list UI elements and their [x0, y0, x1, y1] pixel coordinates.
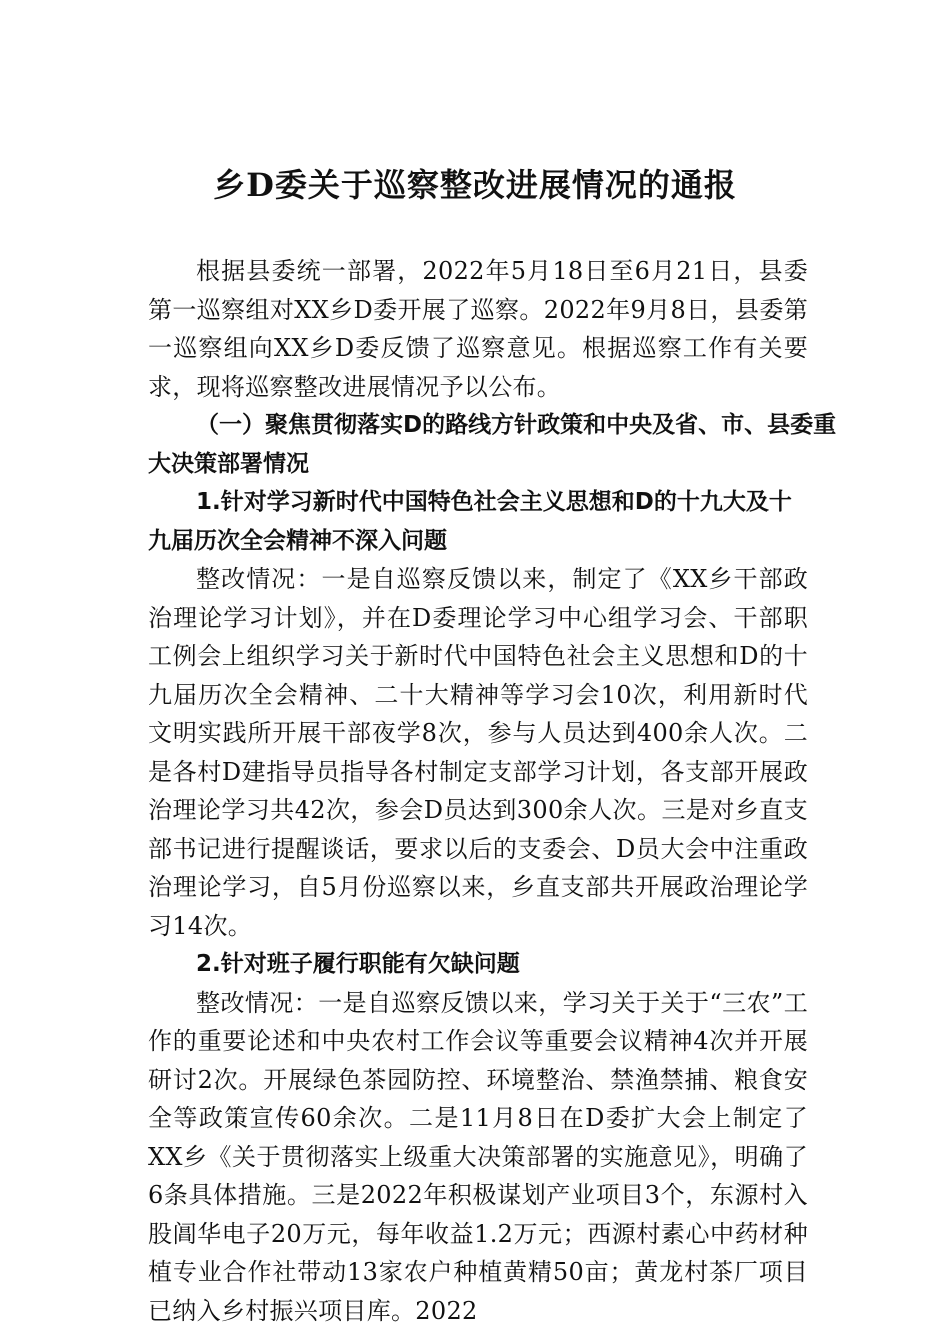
intro-paragraph: 根据县委统一部署，2022年5月18日至6月21日，县委第一巡察组对XX乡D委开展了巡察。2022年9月8日，县委第一巡察组向XX乡D委反馈了巡察意见。根据巡察工作有关要求，现将巡察整改进展情况予以公布。 [148, 257, 808, 401]
document-title: 乡D委关于巡察整改进展情况的通报 [213, 166, 737, 204]
item-heading-2: 2.针对班子履行职能有欠缺问题 [196, 951, 520, 977]
item-heading-1: 1.针对学习新时代中国特色社会主义思想和D的十九大及十九届历次全会精神不深入问题 [148, 489, 792, 554]
item-body-2: 整改情况：一是自巡察反馈以来，学习关于关于“三农”工作的重要论述和中央农村工作会议等重要会议精神4次并开展研讨2次。开展绿色茶园防控、环境整治、禁渔禁捕、粮食安全等政策宣传60余次。二是11月8日在D委扩大会上制定了XX乡《关于贯彻落实上级重大决策部署的实施意见》，明确了6条具体措施。三是2022年积极谋划产业项目3个，东源村入股阊华电子20万元，每年收益1.2万元；西源村素心中药材种植专业合作社带动13家农户种植黄精50亩；黄龙村茶厂项目已纳入乡村振兴项目库。2022 [148, 988, 808, 1325]
document-body [148, 252, 837, 1330]
item-body-1: 整改情况：一是自巡察反馈以来，制定了《XX乡干部政治理论学习计划》，并在D委理论学习中心组学习会、干部职工例会上组织学习关于新时代中国特色社会主义思想和D的十九届历次全会精神、二十大精神等学习会10次，利用新时代文明实践所开展干部夜学8次，参与人员达到400余人次。二是各村D建指导员指导各村制定支部学习计划，各支部开展政治理论学习共42次，参会D员达到300余人次。三是对乡直支部书记进行提醒谈话，要求以后的支委会、D员大会中注重政治理论学习，自5月份巡察以来，乡直支部共开展政治理论学习14次。 [148, 565, 808, 940]
section-heading-1: （一）聚焦贯彻落实D的路线方针政策和中央及省、市、县委重大决策部署情况 [148, 412, 837, 477]
